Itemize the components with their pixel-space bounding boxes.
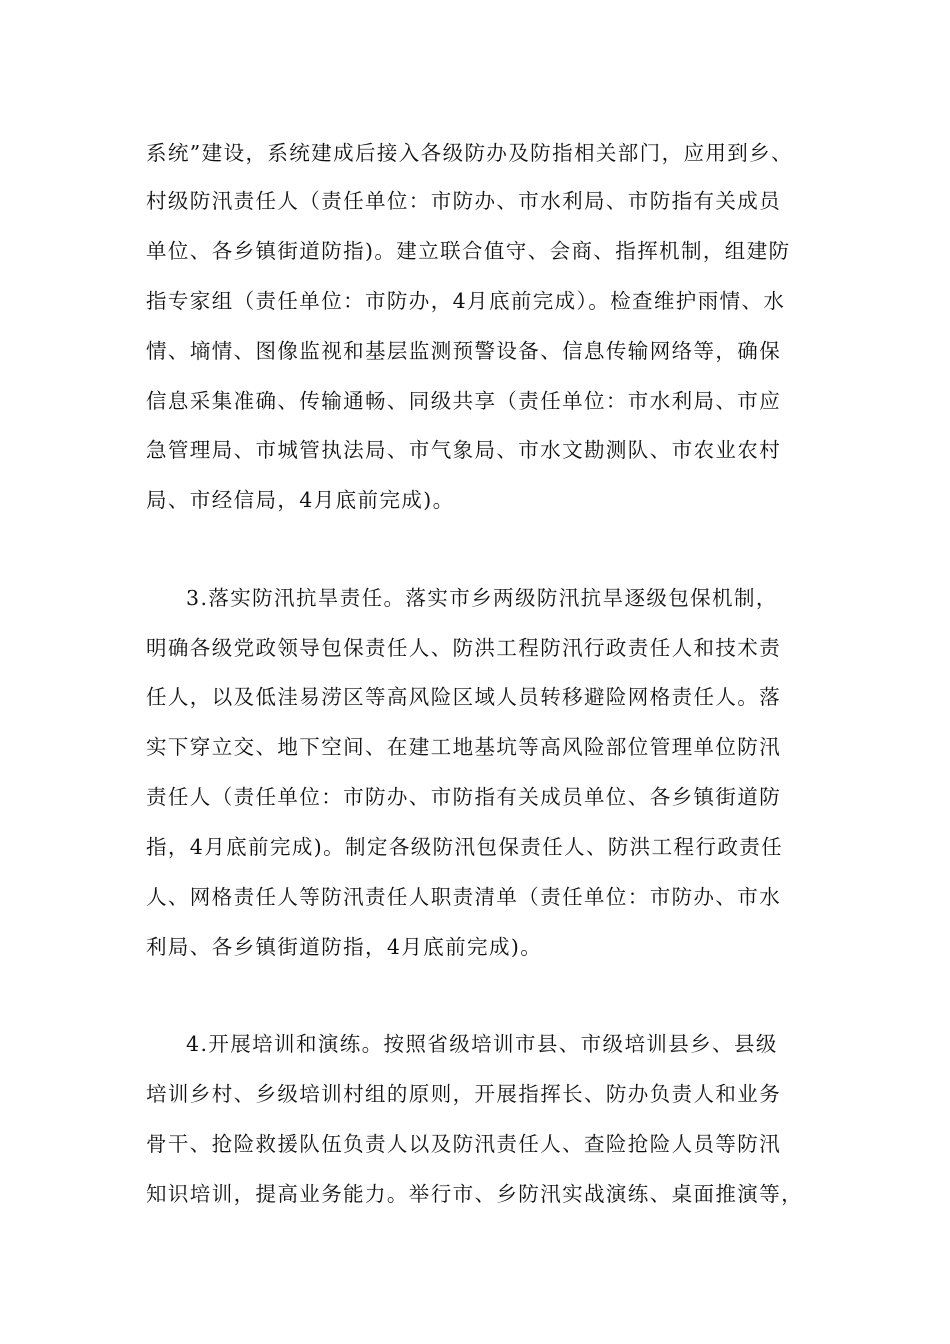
text-line: 村级防汛责任人（责任单位：市防办、市水利局、市防指有关成员 (146, 189, 782, 213)
text-line: 局、市经信局，4月底前完成)。 (146, 488, 455, 512)
text-line: 人、网格责任人等防汛责任人职责清单（责任单位：市防办、市水 (146, 885, 782, 909)
text-line: 指专家组（责任单位：市防办，4月底前完成）。检查维护雨情、水 (146, 289, 786, 313)
text-line: 骨干、抢险救援队伍负责人以及防汛责任人、查险抢险人员等防汛 (146, 1132, 782, 1156)
text-line: 急管理局、市城管执法局、市气象局、市水文勘测队、市农业农村 (146, 438, 782, 462)
text-line: 培训乡村、乡级培训村组的原则，开展指挥长、防办负责人和业务 (146, 1082, 782, 1106)
text-line: 实下穿立交、地下空间、在建工地基坑等高风险部位管理单位防汛 (146, 735, 782, 759)
text-line: 系统”建设，系统建成后接入各级防办及防指相关部门，应用到乡、 (146, 141, 793, 165)
text-line: 情、墒情、图像监视和基层监测预警设备、信息传输网络等，确保 (146, 339, 782, 363)
text-line: 指，4月底前完成)。制定各级防汛包保责任人、防洪工程行政责任 (146, 835, 784, 859)
text-line: 任人，以及低洼易涝区等高风险区域人员转移避险网格责任人。落 (146, 685, 782, 709)
text-line: 单位、各乡镇街道防指)。建立联合值守、会商、指挥机制，组建防 (146, 239, 791, 263)
text-line: 责任人（责任单位：市防办、市防指有关成员单位、各乡镇街道防 (146, 785, 782, 809)
text-line: 信息采集准确、传输通畅、同级共享（责任单位：市水利局、市应 (146, 389, 782, 413)
text-line: 利局、各乡镇街道防指，4月底前完成)。 (146, 935, 543, 959)
text-line: 4.开展培训和演练。按照省级培训市县、市级培训县乡、县级 (186, 1032, 778, 1056)
text-line: 知识培训，提高业务能力。举行市、乡防汛实战演练、桌面推演等， (146, 1182, 803, 1206)
text-line: 明确各级党政领导包保责任人、防洪工程防汛行政责任人和技术责 (146, 636, 782, 660)
text-line: 3.落实防汛抗旱责任。落实市乡两级防汛抗旱逐级包保机制， (186, 586, 778, 610)
